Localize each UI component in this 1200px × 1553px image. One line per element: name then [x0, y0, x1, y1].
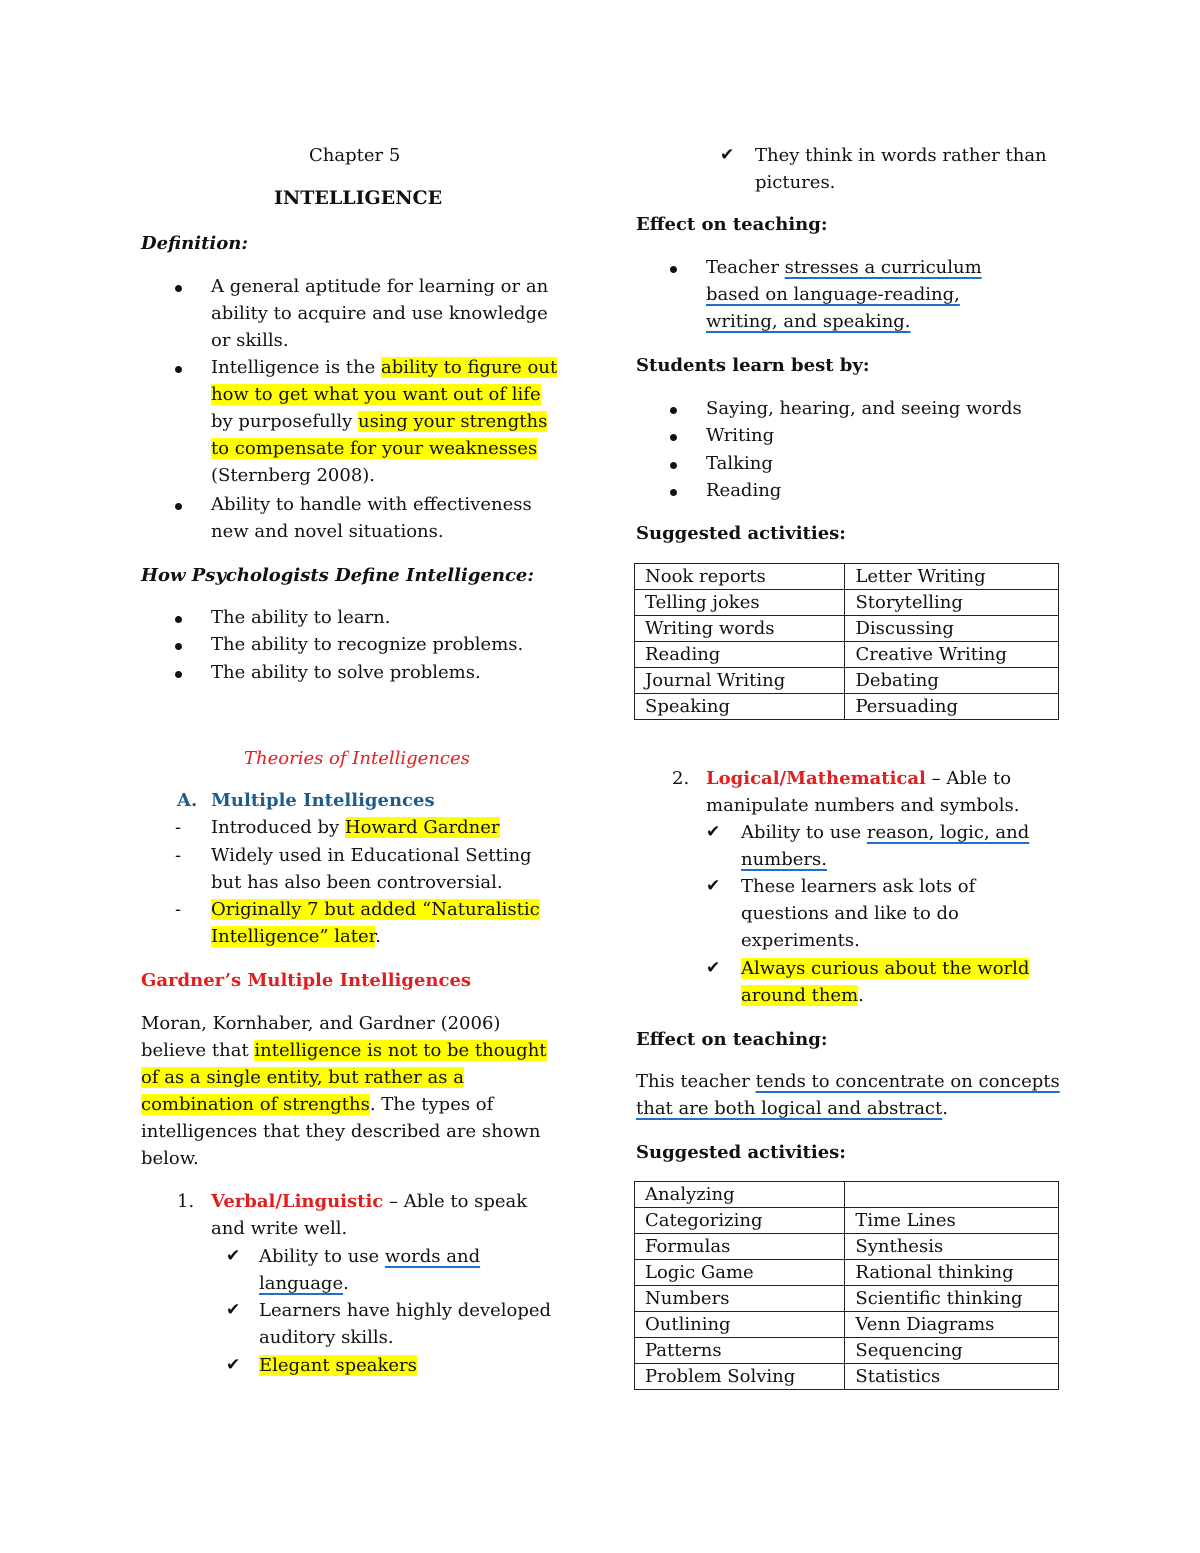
check-icon: ✔	[226, 1246, 241, 1266]
bullet-icon	[175, 659, 205, 686]
dash-marker: -	[175, 817, 182, 838]
table-cell	[845, 1182, 1059, 1208]
table-row	[635, 1364, 1059, 1390]
psych-item: The ability to learn.	[211, 607, 391, 628]
table-cell: Speaking	[635, 694, 845, 720]
check-item: Always curious about the world around them.	[741, 958, 1030, 1006]
definition-item: Intelligence is the ability to figure out how to get what you want out of life by purposefully using your strengths to compensate for your weaknesses (Sternberg 2008).	[211, 357, 558, 486]
check-icon: ✔	[706, 822, 721, 842]
check-item: These learners ask lots of questions and like to do experiments.	[741, 876, 976, 951]
bullet-icon	[670, 254, 700, 281]
table-cell: Writing words	[635, 616, 845, 642]
check-icon: ✔	[706, 876, 721, 896]
table-cell: Rational thinking	[845, 1260, 1059, 1286]
table-cell: Analyzing	[635, 1182, 845, 1208]
effect-text: Teacher stresses a curriculum based on language-reading, writing, and speaking.	[706, 257, 982, 332]
table-cell: Reading	[635, 642, 845, 668]
table-cell: Problem Solving	[635, 1364, 845, 1390]
table-cell: Storytelling	[845, 590, 1059, 616]
check-item: Ability to use reason, logic, and numbers.	[741, 822, 1030, 870]
effect-heading: Effect on teaching:	[636, 214, 828, 235]
table-row	[635, 564, 1059, 590]
table-row	[635, 1312, 1059, 1338]
theories-heading: Theories of Intelligences	[244, 748, 470, 769]
check-icon: ✔	[226, 1355, 241, 1375]
psych-item: The ability to recognize problems.	[211, 634, 524, 655]
bullet-icon	[175, 604, 205, 631]
bullet-icon	[175, 273, 205, 300]
learn-item: Reading	[706, 480, 782, 501]
table-row	[635, 1208, 1059, 1234]
table-cell: Nook reports	[635, 564, 845, 590]
check-item: Learners have highly developed auditory skills.	[259, 1300, 552, 1348]
bullet-icon	[670, 450, 700, 477]
table-cell: Numbers	[635, 1286, 845, 1312]
table-cell: Venn Diagrams	[845, 1312, 1059, 1338]
table-cell: Scientific thinking	[845, 1286, 1059, 1312]
table-row	[635, 1338, 1059, 1364]
table-cell: Formulas	[635, 1234, 845, 1260]
list-number: 2.	[672, 768, 690, 789]
bullet-icon	[670, 422, 700, 449]
logical-intro: Logical/Mathematical – Able to manipulate numbers and symbols.	[706, 768, 1020, 816]
table-row	[635, 1286, 1059, 1312]
table-cell: Debating	[845, 668, 1059, 694]
learn-item: Saying, hearing, and seeing words	[706, 398, 1022, 419]
check-item: They think in words rather than pictures.	[755, 145, 1047, 193]
chapter-label: Chapter 5	[309, 145, 401, 166]
psych-heading: How Psychologists Define Intelligence:	[141, 565, 534, 586]
check-icon: ✔	[720, 145, 735, 165]
table-cell: Synthesis	[845, 1234, 1059, 1260]
gardner-heading: Gardner’s Multiple Intelligences	[141, 970, 472, 991]
table-row	[635, 1234, 1059, 1260]
theories-item: Originally 7 but added “Naturalistic Intelligence” later.	[211, 899, 540, 947]
table-cell: Time Lines	[845, 1208, 1059, 1234]
theories-item: Introduced by Howard Gardner	[211, 817, 500, 838]
effect-text: This teacher tends to concentrate on concepts that are both logical and abstract.	[636, 1071, 1060, 1119]
dash-marker: -	[175, 845, 182, 866]
page-title: INTELLIGENCE	[274, 187, 443, 209]
effect-heading: Effect on teaching:	[636, 1029, 828, 1050]
dash-marker: -	[175, 899, 182, 920]
definition-item: Ability to handle with effectiveness new and novel situations.	[211, 494, 532, 542]
table-row	[635, 1260, 1059, 1286]
check-icon: ✔	[706, 958, 721, 978]
table-cell: Categorizing	[635, 1208, 845, 1234]
table-cell: Telling jokes	[635, 590, 845, 616]
section-title: Multiple Intelligences	[211, 790, 435, 811]
table-cell: Statistics	[845, 1364, 1059, 1390]
table-cell: Discussing	[845, 616, 1059, 642]
table-cell: Letter Writing	[845, 564, 1059, 590]
activities-heading: Suggested activities:	[636, 1142, 846, 1163]
table-row	[635, 616, 1059, 642]
table-row	[635, 694, 1059, 720]
definition-heading: Definition:	[141, 233, 248, 254]
section-marker: A.	[177, 790, 198, 811]
table-cell: Sequencing	[845, 1338, 1059, 1364]
bullet-icon	[175, 491, 205, 518]
learn-item: Talking	[706, 453, 773, 474]
gardner-paragraph: Moran, Kornhaber, and Gardner (2006) believe that intelligence is not to be thought of as a single entity, but rather as a combination of strengths. The types of intelligences that they described are shown below.	[141, 1013, 547, 1169]
table-cell: Logic Game	[635, 1260, 845, 1286]
theories-item: Widely used in Educational Setting but has also been controversial.	[211, 845, 532, 893]
table-row	[635, 642, 1059, 668]
learn-item: Writing	[706, 425, 775, 446]
logical-activities-table	[634, 1181, 1059, 1390]
table-cell: Creative Writing	[845, 642, 1059, 668]
activities-heading: Suggested activities:	[636, 523, 846, 544]
table-cell: Outlining	[635, 1312, 845, 1338]
table-row	[635, 668, 1059, 694]
learn-heading: Students learn best by:	[636, 355, 870, 376]
definition-item: A general aptitude for learning or an ability to acquire and use knowledge or skills.	[211, 276, 549, 351]
table-cell: Persuading	[845, 694, 1059, 720]
bullet-icon	[670, 477, 700, 504]
table-row	[635, 590, 1059, 616]
check-item: Elegant speakers	[259, 1355, 417, 1376]
verbal-activities-table	[634, 563, 1059, 720]
table-row	[635, 1182, 1059, 1208]
list-number: 1.	[177, 1191, 195, 1212]
bullet-icon	[175, 631, 205, 658]
check-icon: ✔	[226, 1300, 241, 1320]
check-item: Ability to use words and language.	[259, 1246, 481, 1294]
bullet-icon	[670, 395, 700, 422]
verbal-intro: Verbal/Linguistic – Able to speak and write well.	[211, 1191, 528, 1239]
psych-item: The ability to solve problems.	[211, 662, 481, 683]
table-cell: Journal Writing	[635, 668, 845, 694]
bullet-icon	[175, 354, 205, 381]
table-cell: Patterns	[635, 1338, 845, 1364]
